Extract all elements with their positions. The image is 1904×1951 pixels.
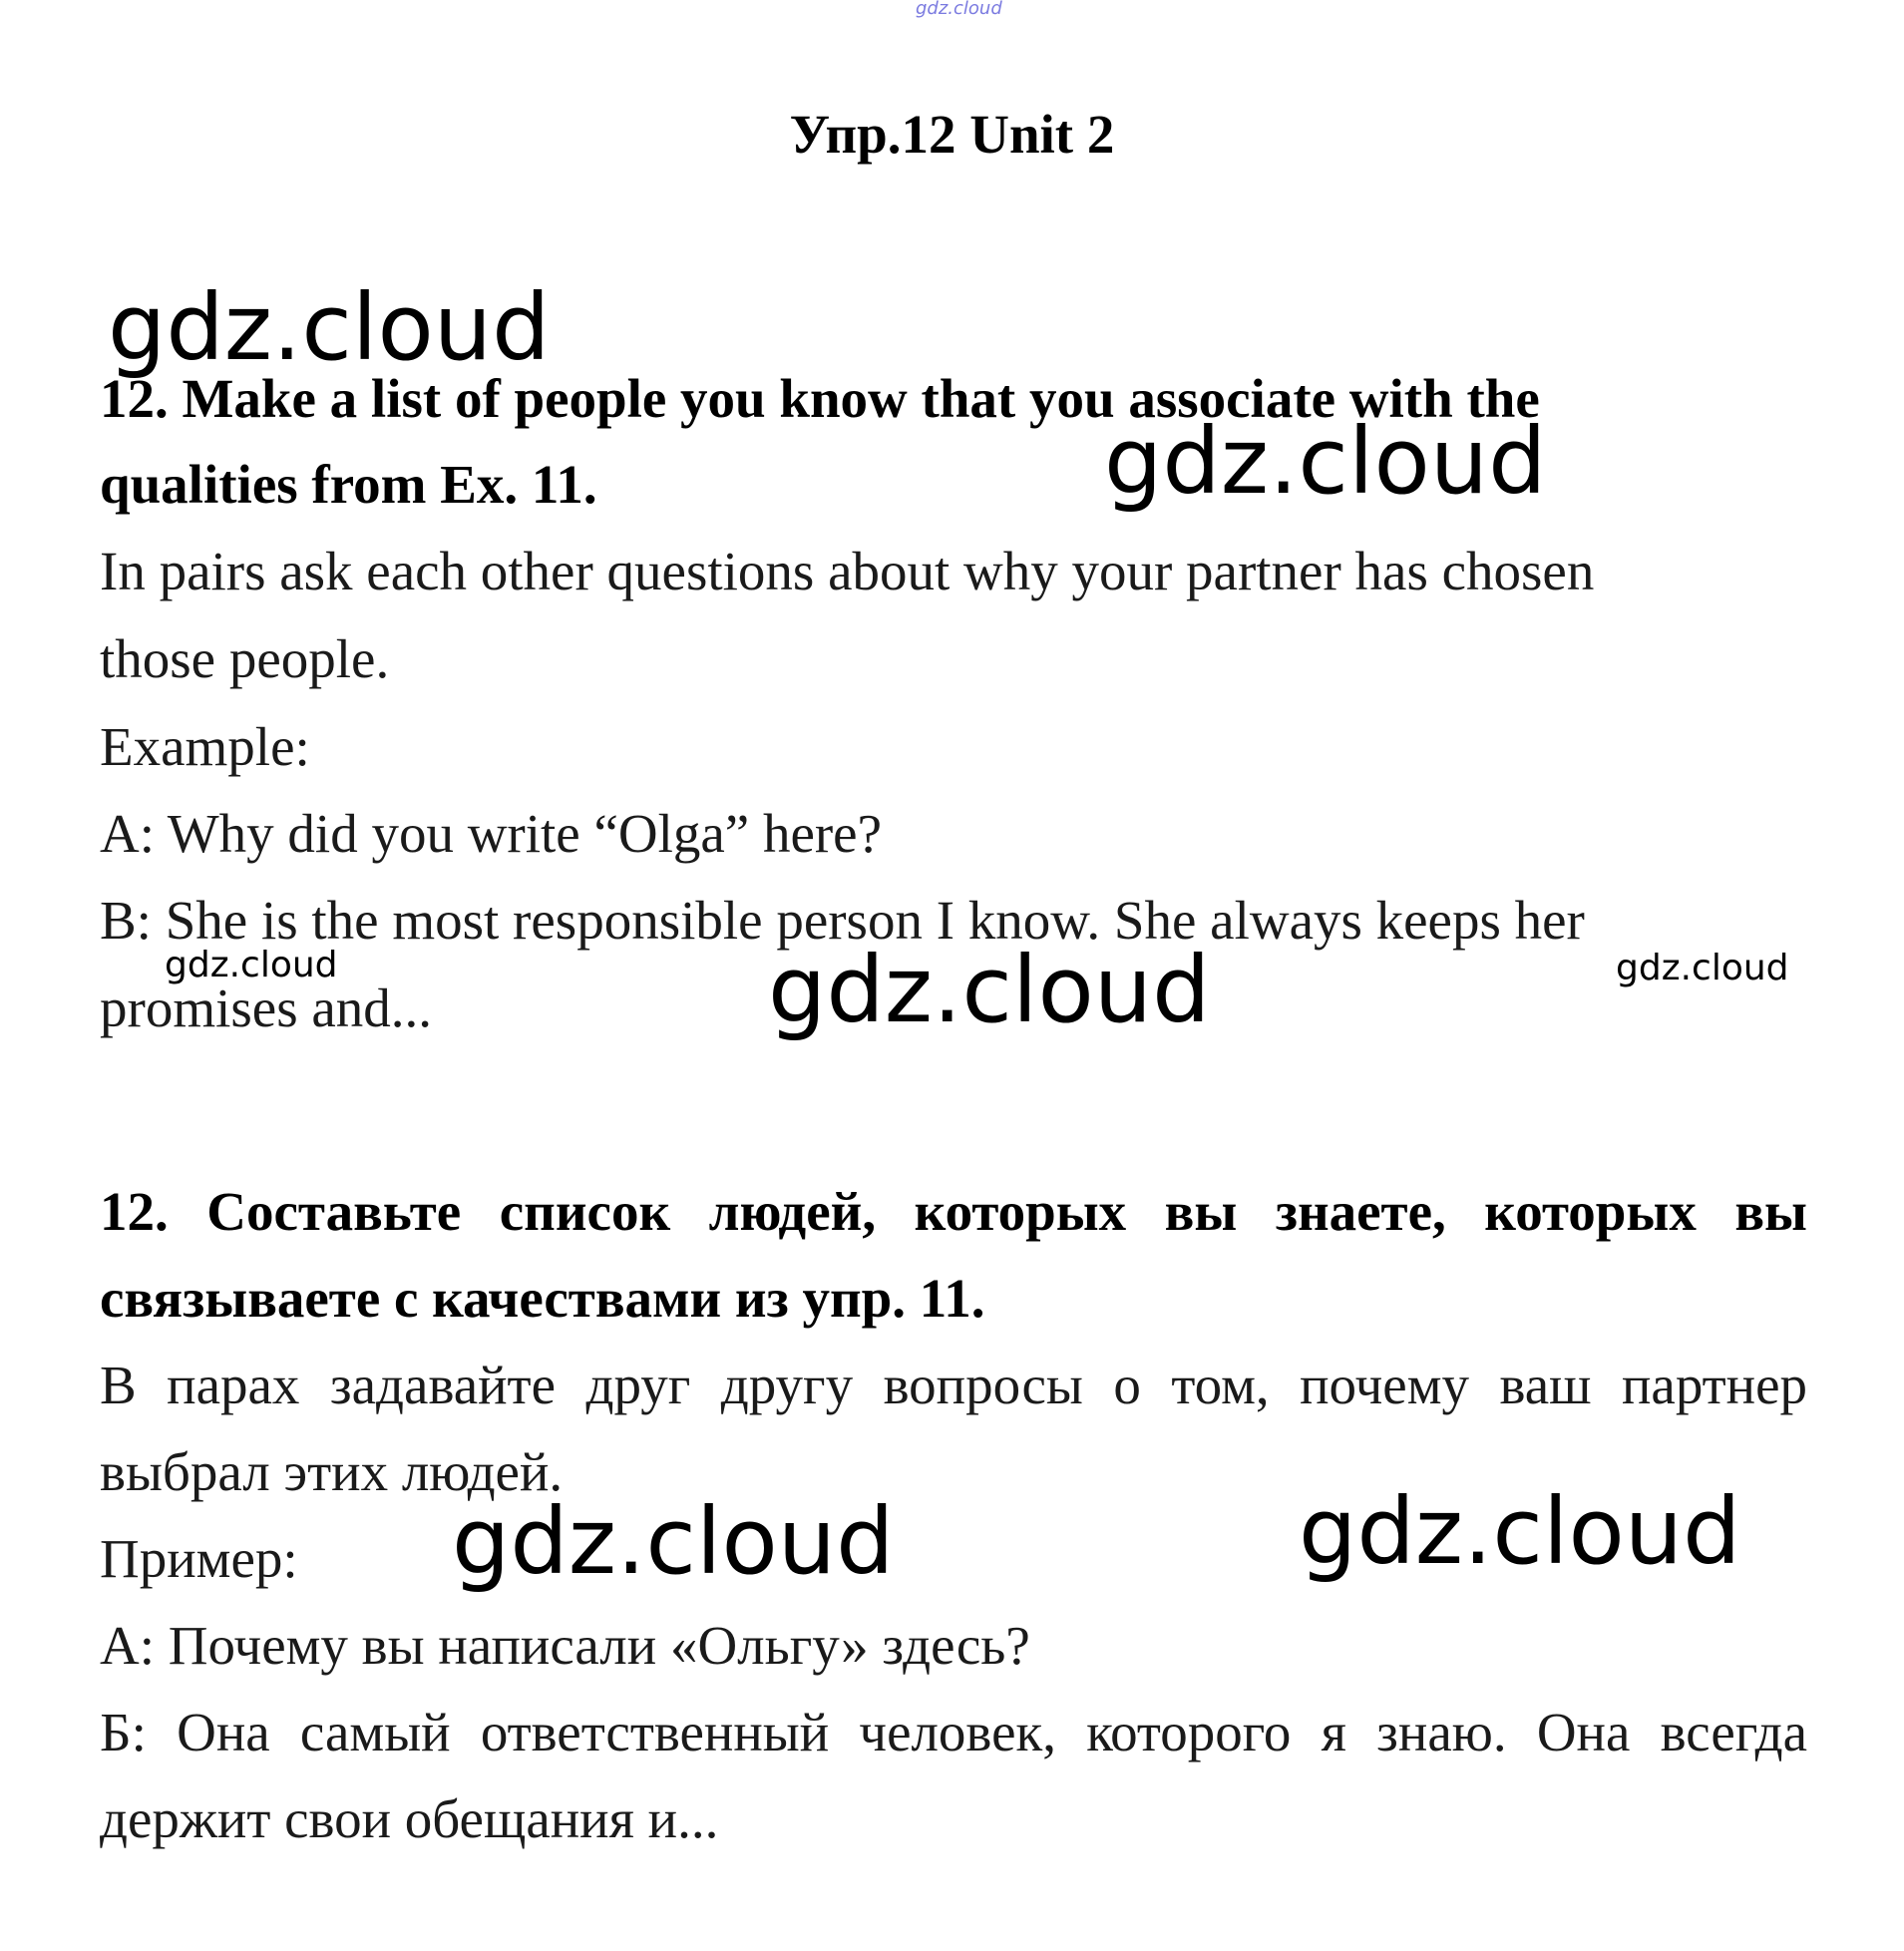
- page-title: Упр.12 Unit 2: [789, 104, 1115, 165]
- watermark: gdz.cloud: [1104, 408, 1547, 515]
- russian-dialogue-a: А: Почему вы написали «Ольгу» здесь?: [100, 1615, 1030, 1676]
- watermark: gdz.cloud: [165, 945, 338, 985]
- english-dialogue-b-line-2: promises and...: [100, 977, 433, 1038]
- english-task-line-2: qualities from Ex. 11.: [100, 454, 597, 515]
- english-dialogue-b-line-1: B: She is the most responsible person I know. She always keeps her: [100, 890, 1585, 951]
- english-instruction-line-2: those people.: [100, 628, 390, 689]
- watermark: gdz.cloud: [768, 937, 1211, 1043]
- russian-dialogue-b-line-1: Б: Она самый ответственный человек, которого я знаю. Она всегда: [100, 1702, 1807, 1762]
- russian-instruction-line-1: В парах задавайте друг другу вопросы о том, почему ваш партнер: [100, 1355, 1807, 1415]
- russian-example-label: Пример:: [100, 1528, 298, 1589]
- watermark: gdz.cloud: [1616, 948, 1789, 988]
- russian-task-line-2: связываете с качествами из упр. 11.: [100, 1268, 985, 1329]
- russian-task-line-1: 12. Составьте список людей, которых вы знаете, которых вы: [100, 1181, 1807, 1242]
- watermark: gdz.cloud: [108, 274, 551, 381]
- russian-instruction-line-2: выбрал этих людей.: [100, 1441, 564, 1502]
- english-task-line-1: 12. Make a list of people you know that you associate with the: [100, 368, 1540, 429]
- russian-dialogue-b-line-2: держит свои обещания и...: [100, 1788, 719, 1849]
- english-dialogue-a: A: Why did you write “Olga” here?: [100, 803, 882, 864]
- english-instruction-line-1: In pairs ask each other questions about why your partner has chosen: [100, 541, 1595, 601]
- watermark: gdz.cloud: [452, 1488, 895, 1595]
- watermark-top: gdz.cloud: [916, 0, 1002, 19]
- watermark: gdz.cloud: [1299, 1478, 1741, 1585]
- english-example-label: Example:: [100, 716, 310, 777]
